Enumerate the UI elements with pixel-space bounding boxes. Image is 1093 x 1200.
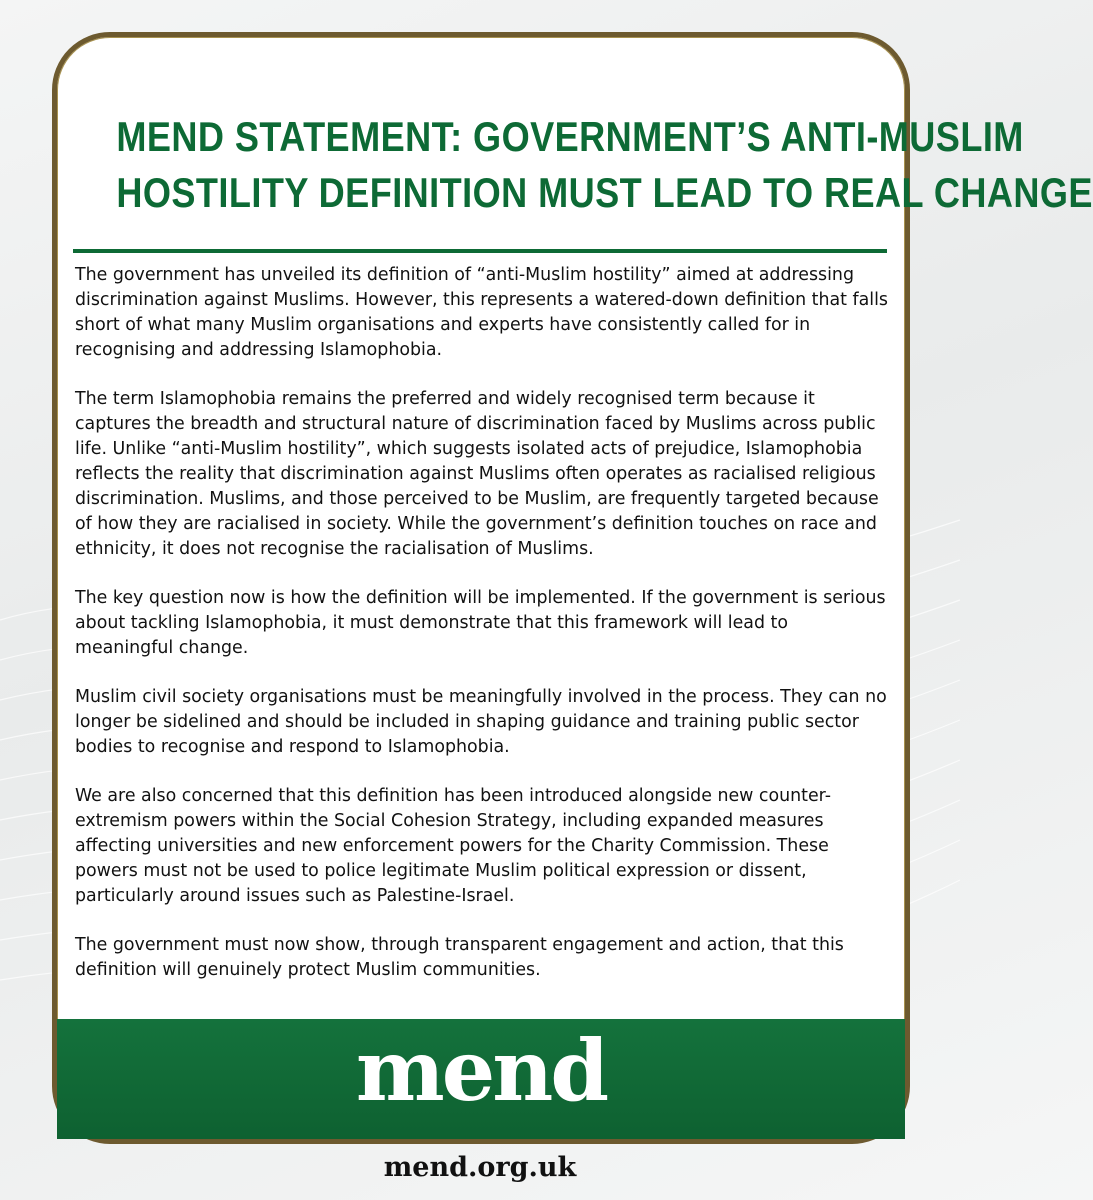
paragraph: The government must now show, through transparent engagement and action, that this definition will genuinely protect Muslim communities. — [75, 935, 844, 980]
mend-logo: mend — [355, 1021, 607, 1120]
title-divider — [73, 249, 887, 253]
title-line-2: HOSTILITY DEFINITION MUST LEAD TO REAL CHANGE — [116, 169, 1093, 216]
title-line-1: MEND STATEMENT: GOVERNMENT’S ANTI-MUSLIM — [116, 113, 1024, 160]
paragraph: We are also concerned that this definition has been introduced alongside new counter-extremism powers within the Social Cohesion Strategy, including expanded measures affecting universities and new enforcement powers for the Charity Commission. These powers must not be used to police legitimate Muslim political expression or dissent, particularly around issues such as Palestine-Israel. — [75, 786, 831, 906]
paragraph: Muslim civil society organisations must be meaningfully involved in the process. They can no longer be sidelined and should be included in shaping guidance and training public sector bodies to recognise and respond to Islamophobia. — [75, 687, 887, 757]
statement-card — [52, 32, 1093, 1144]
paragraph: The key question now is how the definition will be implemented. If the government is serious about tackling Islamophobia, it must demonstrate that this framework will lead to meaningful change. — [75, 588, 886, 658]
brand-footer — [57, 1019, 905, 1139]
paragraph: The government has unveiled its definition of “anti-Muslim hostility” aimed at addressing discrimination against Muslims. However, this represents a watered-down definition that falls short of what many Muslim organisations and experts have consistently called for in recognising and addressing Islamophobia. — [75, 265, 888, 360]
website-link[interactable]: mend.org.uk — [383, 1152, 577, 1183]
paragraph: The term Islamophobia remains the preferred and widely recognised term because it captures the breadth and structural nature of discrimination faced by Muslims across public life. Unlike “anti-Muslim hostility”, which suggests isolated acts of prejudice, Islamophobia reflects the reality that discrimination against Muslims often operates as racialised religious discrimination. Muslims, and those perceived to be Muslim, are frequently targeted because of how they are racialised in society. While the government’s definition touches on race and ethnicity, it does not recognise the racialisation of Muslims. — [75, 389, 879, 559]
statement-title — [116, 109, 1093, 221]
statement-body — [75, 263, 889, 1007]
